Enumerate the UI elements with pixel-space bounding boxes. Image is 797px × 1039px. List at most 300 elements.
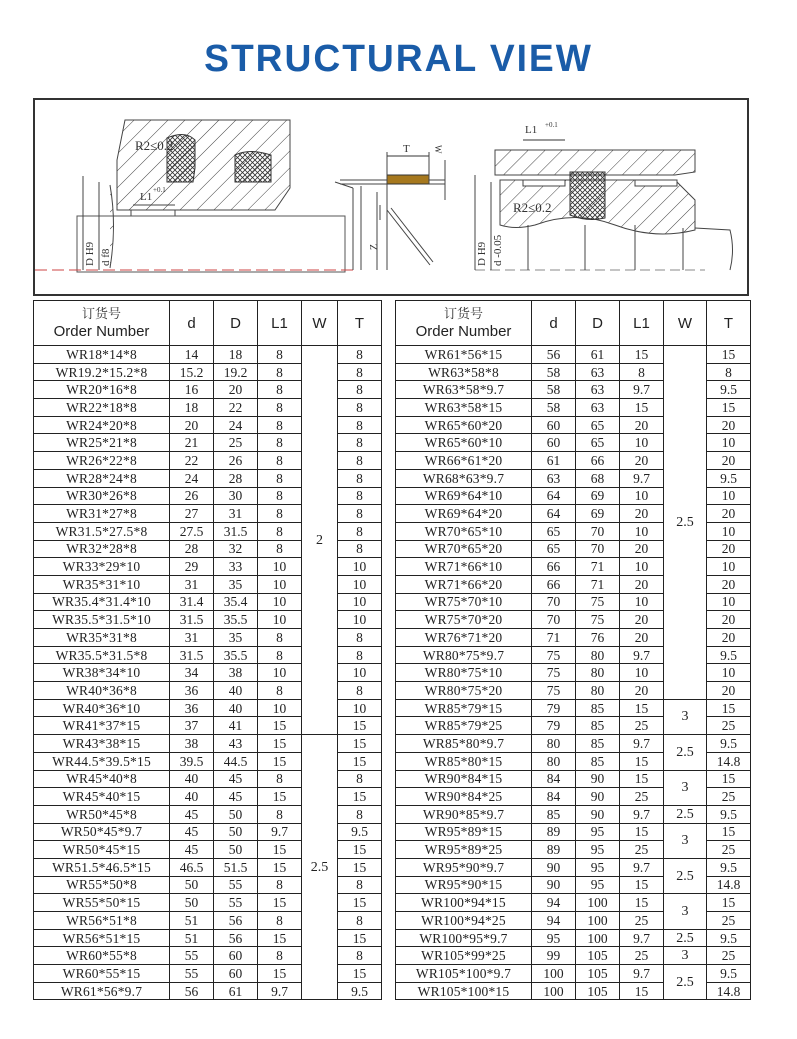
d-cell: 31.5 (170, 646, 214, 664)
w-cell: 2.5 (664, 346, 707, 700)
t-cell: 8 (338, 381, 382, 399)
D-cell: 50 (214, 823, 258, 841)
t-cell: 9.5 (707, 381, 751, 399)
t-cell: 10 (707, 434, 751, 452)
d-f8-label: d f8 (100, 248, 112, 266)
t-cell: 8 (338, 876, 382, 894)
l1-cell: 15 (258, 752, 302, 770)
t-cell: 9.5 (338, 823, 382, 841)
D-cell: 31 (214, 505, 258, 523)
d-cell: 75 (532, 646, 576, 664)
D-cell: 33 (214, 558, 258, 576)
l1-cell: 8 (258, 522, 302, 540)
t-cell: 8 (338, 770, 382, 788)
t-cell: 8 (338, 346, 382, 364)
d-cell: 75 (532, 682, 576, 700)
header-l1: L1 (620, 301, 664, 346)
d-cell: 50 (170, 876, 214, 894)
t-cell: 8 (338, 434, 382, 452)
w-label: W (433, 145, 443, 154)
l1-cell: 25 (620, 947, 664, 965)
d-cell: 56 (532, 346, 576, 364)
D-cell: 35 (214, 629, 258, 647)
order-number-cell: WR69*64*20 (396, 505, 532, 523)
t-cell: 15 (707, 399, 751, 417)
d-cell: 51 (170, 912, 214, 930)
D-cell: 63 (576, 381, 620, 399)
D-cell: 45 (214, 788, 258, 806)
l1-cell: 9.7 (620, 858, 664, 876)
d-cell: 100 (532, 965, 576, 983)
D-cell: 51.5 (214, 858, 258, 876)
t-cell: 9.5 (707, 735, 751, 753)
table-row (396, 735, 751, 753)
order-number-cell: WR41*37*15 (34, 717, 170, 735)
l1-cell: 8 (258, 381, 302, 399)
D-cell: 55 (214, 876, 258, 894)
t-cell: 15 (338, 965, 382, 983)
D-cell: 100 (576, 929, 620, 947)
l1-cell: 9.7 (258, 823, 302, 841)
t-cell: 8 (338, 363, 382, 381)
d-cell: 58 (532, 399, 576, 417)
l1-cell: 15 (620, 399, 664, 417)
order-number-cell: WR68*63*9.7 (396, 469, 532, 487)
w-cell: 2.5 (664, 965, 707, 1000)
D-cell: 63 (576, 363, 620, 381)
order-number-cell: WR61*56*9.7 (34, 982, 170, 1000)
table-row (34, 735, 382, 753)
w-cell: 3 (664, 699, 707, 734)
D-cell: 85 (576, 699, 620, 717)
header-d: d (170, 301, 214, 346)
d-cell: 29 (170, 558, 214, 576)
d-cell: 66 (532, 558, 576, 576)
t-cell: 10 (707, 487, 751, 505)
d-cell: 99 (532, 947, 576, 965)
l1-cell: 10 (620, 558, 664, 576)
D-cell: 65 (576, 434, 620, 452)
table-row (34, 346, 382, 364)
w-cell: 2.5 (664, 929, 707, 947)
header-order-number: 订货号 Order Number (396, 301, 532, 346)
header-t: T (338, 301, 382, 346)
header-D: D (214, 301, 258, 346)
d-cell: 31 (170, 575, 214, 593)
t-cell: 8 (338, 947, 382, 965)
d-cell: 89 (532, 841, 576, 859)
d-cell: 65 (532, 540, 576, 558)
order-number-cell: WR22*18*8 (34, 399, 170, 417)
order-number-cell: WR65*60*10 (396, 434, 532, 452)
order-number-cell: WR80*75*9.7 (396, 646, 532, 664)
D-cell: 45 (214, 770, 258, 788)
d-cell: 100 (532, 982, 576, 1000)
order-number-cell: WR63*58*8 (396, 363, 532, 381)
table-row (396, 346, 751, 364)
D-cell: 69 (576, 505, 620, 523)
d-cell: 24 (170, 469, 214, 487)
d-cell: 90 (532, 858, 576, 876)
d-cell: 94 (532, 894, 576, 912)
t-label: T (403, 143, 410, 155)
D-cell: 35.5 (214, 611, 258, 629)
l1-cell: 8 (258, 487, 302, 505)
spec-table-left (33, 300, 382, 1000)
D-cell: 32 (214, 540, 258, 558)
order-number-cell: WR56*51*8 (34, 912, 170, 930)
order-number-cell: WR35.5*31.5*8 (34, 646, 170, 664)
t-cell: 15 (707, 823, 751, 841)
l1-cell: 10 (620, 487, 664, 505)
l1-cell: 10 (620, 664, 664, 682)
order-number-cell: WR90*85*9.7 (396, 805, 532, 823)
table-row (396, 858, 751, 876)
page-title: STRUCTURAL VIEW (204, 38, 593, 80)
order-number-cell: WR100*95*9.7 (396, 929, 532, 947)
d-cell: 55 (170, 965, 214, 983)
d-cell: 40 (170, 770, 214, 788)
t-cell: 15 (707, 894, 751, 912)
d-cell: 61 (532, 452, 576, 470)
l1-cell: 8 (258, 912, 302, 930)
d-cell: 34 (170, 664, 214, 682)
l1-cell: 10 (258, 664, 302, 682)
l1-cell: 25 (620, 788, 664, 806)
D-cell: 100 (576, 894, 620, 912)
t-cell: 9.5 (707, 965, 751, 983)
D-cell: 85 (576, 735, 620, 753)
d-cell: 56 (170, 982, 214, 1000)
D-cell: 105 (576, 982, 620, 1000)
D-cell: 40 (214, 699, 258, 717)
table-row (396, 823, 751, 841)
t-cell: 20 (707, 629, 751, 647)
D-cell: 71 (576, 558, 620, 576)
t-cell: 14.8 (707, 982, 751, 1000)
l1-cell: 15 (258, 788, 302, 806)
l1-cell: 10 (258, 699, 302, 717)
order-number-cell: WR50*45*8 (34, 805, 170, 823)
D-cell: 95 (576, 823, 620, 841)
l1-cell: 8 (258, 452, 302, 470)
order-number-cell: WR69*64*10 (396, 487, 532, 505)
t-cell: 8 (338, 629, 382, 647)
D-cell: 100 (576, 912, 620, 930)
d-cell: 45 (170, 841, 214, 859)
d-cell: 38 (170, 735, 214, 753)
l1-cell: 15 (620, 982, 664, 1000)
d-cell: 58 (532, 363, 576, 381)
t-cell: 15 (338, 752, 382, 770)
t-cell: 25 (707, 841, 751, 859)
spec-table-right (395, 300, 751, 1000)
t-cell: 8 (338, 805, 382, 823)
l1-cell: 10 (258, 558, 302, 576)
order-number-cell: WR75*70*10 (396, 593, 532, 611)
order-number-cell: WR90*84*25 (396, 788, 532, 806)
l1-cell: 8 (258, 363, 302, 381)
l1-cell: 8 (258, 505, 302, 523)
d-tolerance-label: d -0.05 (492, 234, 504, 266)
order-number-cell: WR85*79*25 (396, 717, 532, 735)
l1-cell: 9.7 (620, 929, 664, 947)
l1-cell: 8 (620, 363, 664, 381)
w-cell: 2 (302, 346, 338, 735)
l1-cell: 8 (258, 770, 302, 788)
d-cell: 15.2 (170, 363, 214, 381)
t-cell: 8 (707, 363, 751, 381)
order-number-cell: WR95*90*9.7 (396, 858, 532, 876)
d-cell: 64 (532, 487, 576, 505)
d-cell: 27 (170, 505, 214, 523)
t-cell: 8 (338, 487, 382, 505)
t-cell: 15 (707, 699, 751, 717)
t-cell: 8 (338, 505, 382, 523)
d-cell: 94 (532, 912, 576, 930)
D-cell: 70 (576, 540, 620, 558)
l1-cell: 20 (620, 452, 664, 470)
D-cell: 41 (214, 717, 258, 735)
order-number-cell: WR61*56*15 (396, 346, 532, 364)
t-cell: 25 (707, 947, 751, 965)
order-number-cell: WR35.5*31.5*10 (34, 611, 170, 629)
d-cell: 55 (170, 947, 214, 965)
l1-cell: 8 (258, 646, 302, 664)
D-cell: 85 (576, 752, 620, 770)
order-number-cell: WR80*75*10 (396, 664, 532, 682)
d-cell: 36 (170, 699, 214, 717)
d-cell: 80 (532, 735, 576, 753)
order-number-cell: WR70*65*10 (396, 522, 532, 540)
d-cell: 84 (532, 770, 576, 788)
d-cell: 16 (170, 381, 214, 399)
l1-tolerance: +0.1 (153, 186, 166, 194)
order-number-cell: WR35*31*8 (34, 629, 170, 647)
l1-cell: 20 (620, 416, 664, 434)
t-cell: 8 (338, 646, 382, 664)
D-cell: 56 (214, 929, 258, 947)
l1-cell: 15 (620, 823, 664, 841)
table-row (396, 929, 751, 947)
D-cell: 35 (214, 575, 258, 593)
D-cell: 90 (576, 805, 620, 823)
d-cell: 18 (170, 399, 214, 417)
r2-label-right: R2≤0.2 (513, 200, 552, 215)
order-number-cell: WR20*16*8 (34, 381, 170, 399)
order-number-cell: WR76*71*20 (396, 629, 532, 647)
order-number-cell: WR40*36*8 (34, 682, 170, 700)
d-cell: 85 (532, 805, 576, 823)
l1-cell: 8 (258, 540, 302, 558)
order-number-cell: WR71*66*10 (396, 558, 532, 576)
header-w: W (664, 301, 707, 346)
D-cell: 60 (214, 947, 258, 965)
order-number-cell: WR31*27*8 (34, 505, 170, 523)
d-h9-label-right: D H9 (476, 241, 488, 266)
order-number-cell: WR63*58*15 (396, 399, 532, 417)
d-cell: 71 (532, 629, 576, 647)
D-cell: 30 (214, 487, 258, 505)
order-number-cell: WR28*24*8 (34, 469, 170, 487)
t-cell: 15 (338, 858, 382, 876)
D-cell: 90 (576, 770, 620, 788)
table-header-row (396, 301, 751, 346)
D-cell: 66 (576, 452, 620, 470)
D-cell: 44.5 (214, 752, 258, 770)
d-cell: 14 (170, 346, 214, 364)
t-cell: 10 (338, 699, 382, 717)
t-cell: 20 (707, 505, 751, 523)
header-l1: L1 (258, 301, 302, 346)
order-number-cell: WR31.5*27.5*8 (34, 522, 170, 540)
l1-cell: 9.7 (620, 735, 664, 753)
wear-ring-icon (387, 175, 429, 184)
order-number-cell: WR35.4*31.4*10 (34, 593, 170, 611)
l1-cell: 9.7 (620, 805, 664, 823)
D-cell: 95 (576, 876, 620, 894)
l1-cell: 8 (258, 416, 302, 434)
D-cell: 80 (576, 682, 620, 700)
l1-cell: 15 (620, 346, 664, 364)
t-cell: 8 (338, 469, 382, 487)
d-cell: 79 (532, 699, 576, 717)
t-cell: 20 (707, 452, 751, 470)
order-number-cell: WR38*34*10 (34, 664, 170, 682)
t-cell: 9.5 (707, 929, 751, 947)
t-cell: 20 (707, 682, 751, 700)
t-cell: 20 (707, 540, 751, 558)
D-cell: 22 (214, 399, 258, 417)
d-cell: 89 (532, 823, 576, 841)
order-number-cell: WR105*100*15 (396, 982, 532, 1000)
D-cell: 31.5 (214, 522, 258, 540)
w-cell: 2.5 (302, 735, 338, 1000)
order-number-cell: WR43*38*15 (34, 735, 170, 753)
D-cell: 63 (576, 399, 620, 417)
d-cell: 60 (532, 416, 576, 434)
l1-cell: 15 (620, 876, 664, 894)
order-number-cell: WR85*80*15 (396, 752, 532, 770)
order-number-cell: WR100*94*15 (396, 894, 532, 912)
D-cell: 38 (214, 664, 258, 682)
l1-cell: 8 (258, 434, 302, 452)
d-cell: 21 (170, 434, 214, 452)
D-cell: 50 (214, 805, 258, 823)
l1-cell: 15 (258, 841, 302, 859)
D-cell: 69 (576, 487, 620, 505)
l1-cell: 15 (258, 735, 302, 753)
t-cell: 8 (338, 682, 382, 700)
l1-cell: 9.7 (620, 469, 664, 487)
t-cell: 15 (707, 770, 751, 788)
D-cell: 55 (214, 894, 258, 912)
l1-cell: 8 (258, 682, 302, 700)
table-row (396, 805, 751, 823)
l1-cell: 9.7 (258, 982, 302, 1000)
D-cell: 75 (576, 593, 620, 611)
table-row (396, 770, 751, 788)
d-cell: 65 (532, 522, 576, 540)
order-number-cell: WR50*45*15 (34, 841, 170, 859)
d-h9-label-left: D H9 (84, 241, 96, 266)
l1-cell: 9.7 (620, 646, 664, 664)
order-number-cell: WR40*36*10 (34, 699, 170, 717)
t-cell: 9.5 (707, 469, 751, 487)
order-number-cell: WR25*21*8 (34, 434, 170, 452)
t-cell: 9.5 (707, 646, 751, 664)
t-cell: 20 (707, 611, 751, 629)
D-cell: 18 (214, 346, 258, 364)
table-row (396, 965, 751, 983)
t-cell: 10 (707, 593, 751, 611)
t-cell: 15 (707, 346, 751, 364)
t-cell: 10 (338, 558, 382, 576)
d-cell: 28 (170, 540, 214, 558)
l1-cell: 15 (620, 894, 664, 912)
D-cell: 71 (576, 575, 620, 593)
D-cell: 95 (576, 841, 620, 859)
t-cell: 14.8 (707, 876, 751, 894)
l1-cell: 10 (620, 593, 664, 611)
l1-cell: 8 (258, 947, 302, 965)
D-cell: 105 (576, 965, 620, 983)
table-row (396, 699, 751, 717)
D-cell: 24 (214, 416, 258, 434)
order-number-cell: WR66*61*20 (396, 452, 532, 470)
d-cell: 20 (170, 416, 214, 434)
D-cell: 56 (214, 912, 258, 930)
left-housing (35, 120, 355, 272)
t-cell: 15 (338, 894, 382, 912)
order-number-cell: WR100*94*25 (396, 912, 532, 930)
l1-cell: 15 (620, 699, 664, 717)
d-cell: 51 (170, 929, 214, 947)
l1-cell: 15 (620, 770, 664, 788)
l1-cell: 20 (620, 629, 664, 647)
d-cell: 22 (170, 452, 214, 470)
D-cell: 35.5 (214, 646, 258, 664)
d-cell: 70 (532, 611, 576, 629)
t-cell: 10 (707, 664, 751, 682)
D-cell: 43 (214, 735, 258, 753)
l1-cell: 10 (258, 593, 302, 611)
d-cell: 50 (170, 894, 214, 912)
D-cell: 25 (214, 434, 258, 452)
r2-label: R2≤0.2 (135, 138, 174, 153)
d-cell: 39.5 (170, 752, 214, 770)
l1-cell: 9.7 (620, 965, 664, 983)
l1-cell: 8 (258, 469, 302, 487)
seal-cross-section-diagram (35, 100, 751, 298)
l1-cell: 10 (258, 575, 302, 593)
t-cell: 8 (338, 416, 382, 434)
d-cell: 40 (170, 788, 214, 806)
t-cell: 20 (707, 416, 751, 434)
order-number-cell: WR63*58*9.7 (396, 381, 532, 399)
l1-cell: 20 (620, 540, 664, 558)
t-cell: 25 (707, 912, 751, 930)
D-cell: 60 (214, 965, 258, 983)
w-cell: 3 (664, 894, 707, 929)
d-cell: 46.5 (170, 858, 214, 876)
order-number-cell: WR26*22*8 (34, 452, 170, 470)
l1-cell: 20 (620, 505, 664, 523)
t-cell: 10 (338, 575, 382, 593)
table-row (396, 947, 751, 965)
d-cell: 45 (170, 823, 214, 841)
order-number-cell: WR80*75*20 (396, 682, 532, 700)
